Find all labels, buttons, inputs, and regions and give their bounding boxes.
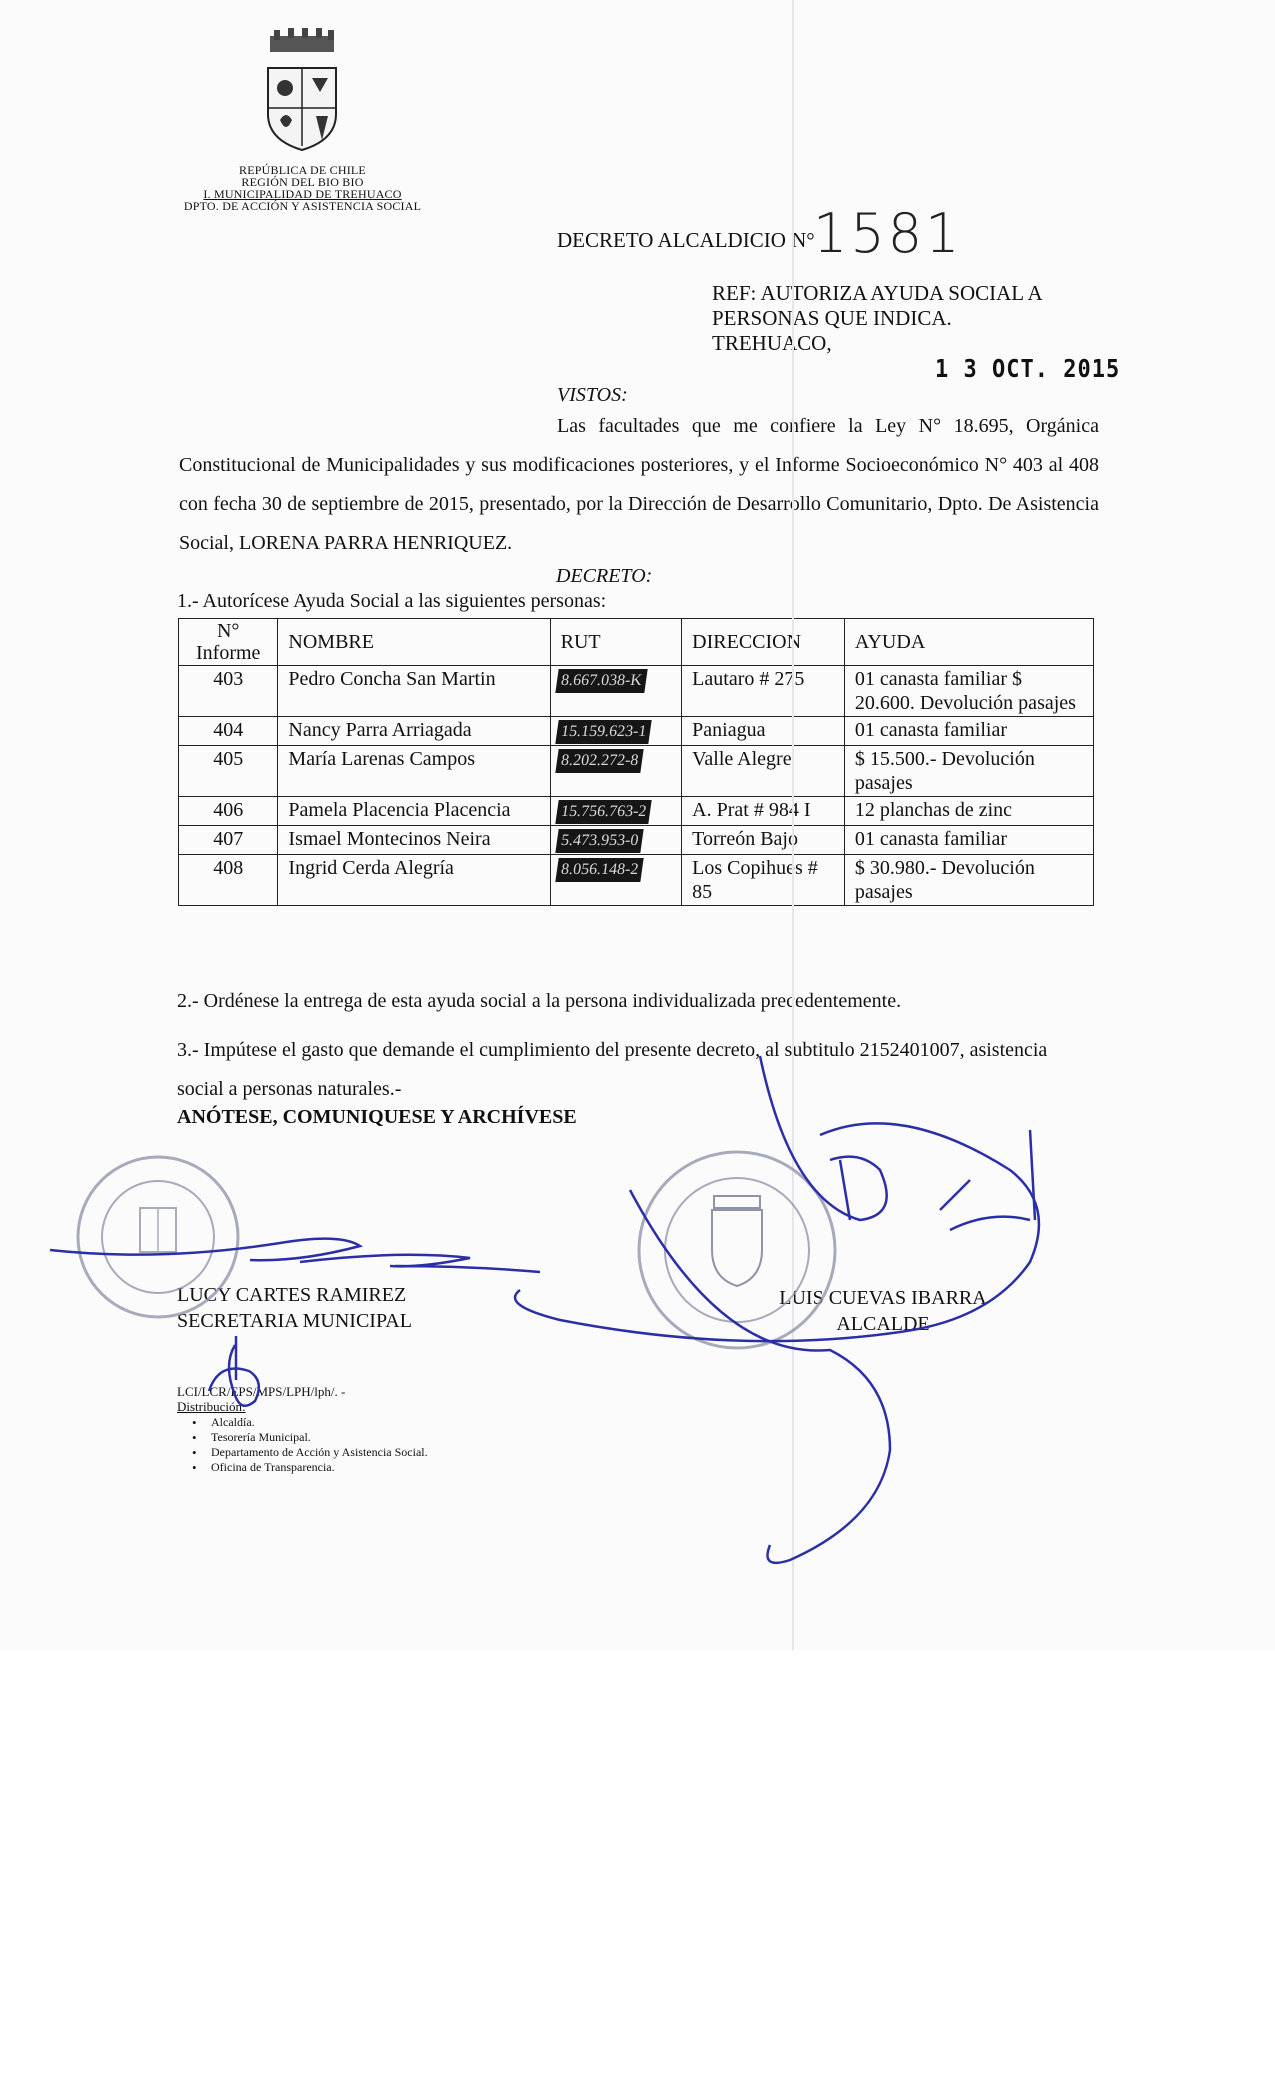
- redacted-rut: 15.159.623-1: [555, 720, 652, 744]
- secretary-title: SECRETARIA MUNICIPAL: [177, 1310, 412, 1332]
- vistos-heading: VISTOS:: [557, 384, 628, 406]
- vistos-paragraph: [179, 407, 1099, 563]
- cell-ayuda: 01 canasta familiar: [844, 717, 1093, 746]
- cell-informe: 405: [179, 746, 278, 797]
- institution-header: [170, 164, 435, 212]
- cell-ayuda: $ 15.500.- Devolución pasajes: [844, 746, 1093, 797]
- cell-rut: [550, 855, 682, 906]
- decreto-heading: DECRETO:: [556, 565, 653, 587]
- distribution-label: Distribución:: [177, 1399, 246, 1414]
- signature-mayor: [768, 1285, 998, 1337]
- list-item: • Departamento de Acción y Asistencia Social.: [211, 1445, 428, 1460]
- ref-line-2: PERSONAS QUE INDICA.: [712, 306, 952, 330]
- cell-direccion: Paniagua: [682, 717, 845, 746]
- redacted-rut: 8.202.272-8: [555, 749, 644, 773]
- beneficiaries-table: [178, 618, 1094, 906]
- col-header-informe: N° Informe: [179, 619, 278, 666]
- redacted-rut: 5.473.953-0: [555, 829, 644, 853]
- cell-rut: [550, 826, 682, 855]
- reference-initials: LCI/LCR/EPS/MPS/LPH/lph/. -: [177, 1384, 346, 1399]
- decree-number-handwritten: 1581: [813, 202, 963, 265]
- list-item: • Tesorería Municipal.: [211, 1430, 428, 1445]
- header-line-region: REGIÓN DEL BIO BIO: [241, 175, 364, 189]
- signature-secretary: [177, 1282, 412, 1334]
- cell-rut: [550, 666, 682, 717]
- header-line-municipality: I. MUNICIPALIDAD DE TREHUACO: [203, 187, 402, 201]
- cell-nombre: María Larenas Campos: [278, 746, 550, 797]
- list-item: • Oficina de Transparencia.: [211, 1460, 428, 1475]
- redacted-rut: 8.056.148-2: [555, 858, 644, 882]
- cell-informe: 403: [179, 666, 278, 717]
- decree-title: DECRETO ALCALDICIO N°: [557, 228, 815, 252]
- cell-rut: [550, 717, 682, 746]
- cell-informe: 408: [179, 855, 278, 906]
- redacted-rut: 15.756.763-2: [555, 800, 652, 824]
- cell-nombre: Pamela Placencia Placencia: [278, 797, 550, 826]
- mayor-title: ALCALDE: [836, 1313, 930, 1335]
- decreto-item-3: 3.- Impútese el gasto que demande el cumplimiento del presente decreto, al subtitulo 2152401007, asistencia social a personas naturales.-: [177, 1039, 1048, 1100]
- cell-informe: 407: [179, 826, 278, 855]
- distribution-list: [211, 1415, 428, 1475]
- reference-block: [712, 281, 1043, 356]
- cell-rut: [550, 797, 682, 826]
- cell-ayuda: 12 planchas de zinc: [844, 797, 1093, 826]
- col-header-rut-label: RUT: [560, 631, 601, 653]
- decreto-item-2: 2.- Ordénese la entrega de esta ayuda social a la persona individualizada precedentemente.: [177, 990, 902, 1012]
- col-header-rut: [550, 619, 682, 666]
- cell-rut: [550, 746, 682, 797]
- table-row: [179, 717, 1094, 746]
- cell-nombre: Ingrid Cerda Alegría: [278, 855, 550, 906]
- cell-direccion: Lautaro # 275: [682, 666, 845, 717]
- cell-nombre: Nancy Parra Arriagada: [278, 717, 550, 746]
- vistos-text-rest: Constitucional de Municipalidades y sus modificaciones posteriores, y el Informe Socioeconómico N° 403 al 408 con fecha 30 de septiembre de 2015, presentado, por la Dirección de Desarrollo Comunitario, Dpto. De Asistencia Social, LORENA PARRA HENRIQUEZ.: [179, 454, 1099, 554]
- table-row: [179, 666, 1094, 717]
- cell-direccion: Torreón Bajo: [682, 826, 845, 855]
- list-item: • Alcaldía.: [211, 1415, 428, 1430]
- date-stamp: 1 3 OCT. 2015: [935, 355, 1121, 384]
- ref-line-3: TREHUACO,: [712, 331, 832, 355]
- col-header-direccion: DIRECCION: [682, 619, 845, 666]
- table-row: [179, 797, 1094, 826]
- cell-informe: 404: [179, 717, 278, 746]
- cell-informe: 406: [179, 797, 278, 826]
- col-header-nombre: NOMBRE: [278, 619, 550, 666]
- cell-ayuda: 01 canasta familiar $ 20.600. Devolución pasajes: [844, 666, 1093, 717]
- redacted-rut: 8.667.038-K: [555, 669, 647, 693]
- table-header-row: [179, 619, 1094, 666]
- col-header-ayuda: AYUDA: [844, 619, 1093, 666]
- header-line-department: DPTO. DE ACCIÓN Y ASISTENCIA SOCIAL: [183, 199, 422, 213]
- cell-ayuda: $ 30.980.- Devolución pasajes: [844, 855, 1093, 906]
- table-row: [179, 746, 1094, 797]
- ref-line-1: REF: AUTORIZA AYUDA SOCIAL A: [712, 281, 1043, 305]
- secretary-name: LUCY CARTES RAMIREZ: [177, 1284, 407, 1306]
- cell-direccion: A. Prat # 984 I: [682, 797, 845, 826]
- cell-nombre: Pedro Concha San Martin: [278, 666, 550, 717]
- decreto-item-1: 1.- Autorícese Ayuda Social a las siguientes personas:: [177, 590, 607, 612]
- header-line-country: REPÚBLICA DE CHILE: [239, 163, 366, 177]
- cell-nombre: Ismael Montecinos Neira: [278, 826, 550, 855]
- cell-direccion: Los Copihues # 85: [682, 855, 845, 906]
- table-row: [179, 826, 1094, 855]
- cell-ayuda: 01 canasta familiar: [844, 826, 1093, 855]
- coat-of-arms-icon: [262, 28, 342, 153]
- mayor-name: LUIS CUEVAS IBARRA: [779, 1287, 987, 1309]
- vistos-text-start: Las facultades que me confiere la Ley N° 18.695, Orgánica: [557, 415, 1099, 437]
- table-row: [179, 855, 1094, 906]
- closing-formula: ANÓTESE, COMUNIQUESE Y ARCHÍVESE: [177, 1106, 577, 1128]
- cell-direccion: Valle Alegre: [682, 746, 845, 797]
